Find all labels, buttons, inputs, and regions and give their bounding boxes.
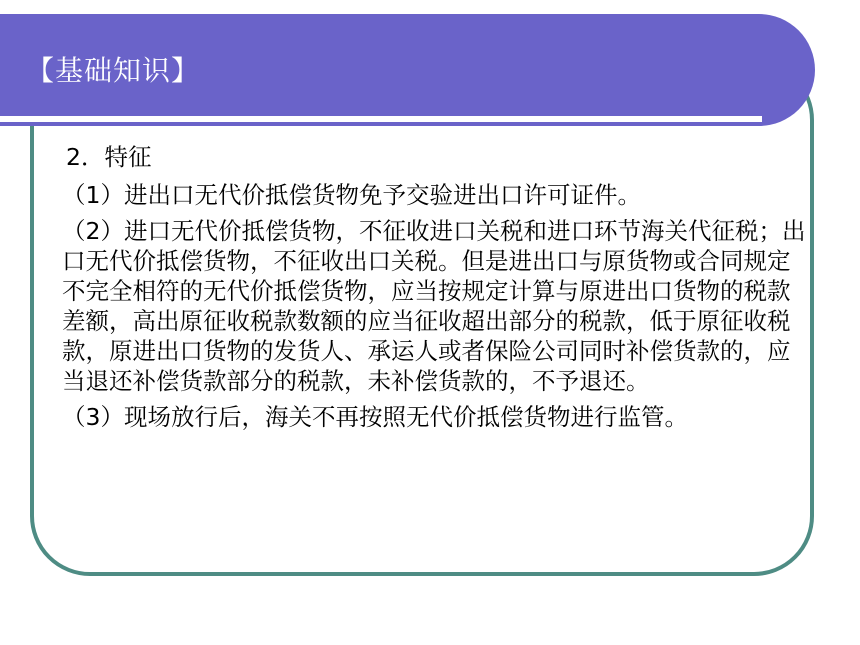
slide-title: 【基础知识】 [26, 54, 201, 87]
section-heading: 2．特征 [66, 143, 152, 171]
paragraph-1: （1）进出口无代价抵偿货物免予交验进出口许可证件。 [62, 181, 641, 209]
header-underline [0, 116, 762, 122]
header-band [0, 14, 815, 126]
paragraph-2: （2）进口无代价抵偿货物，不征收进口关税和进口环节海关代征税；出口无代价抵偿货物，不征收出口关税。但是进出口与原货物或合同规定不完全相符的无代价抵偿货物，应当按规定计算与原进出口货物的税款差额，高出原征收税款数额的应当征收超出部分的税款，低于原征收税款，原进出口货物的发货人、承运人或者保险公司同时补偿货款的，应当退还补偿货款部分的税款，未补偿货款的，不予退还。 [62, 217, 806, 395]
paragraph-3: （3）现场放行后，海关不再按照无代价抵偿货物进行监管。 [62, 403, 688, 431]
content-body [62, 142, 812, 438]
